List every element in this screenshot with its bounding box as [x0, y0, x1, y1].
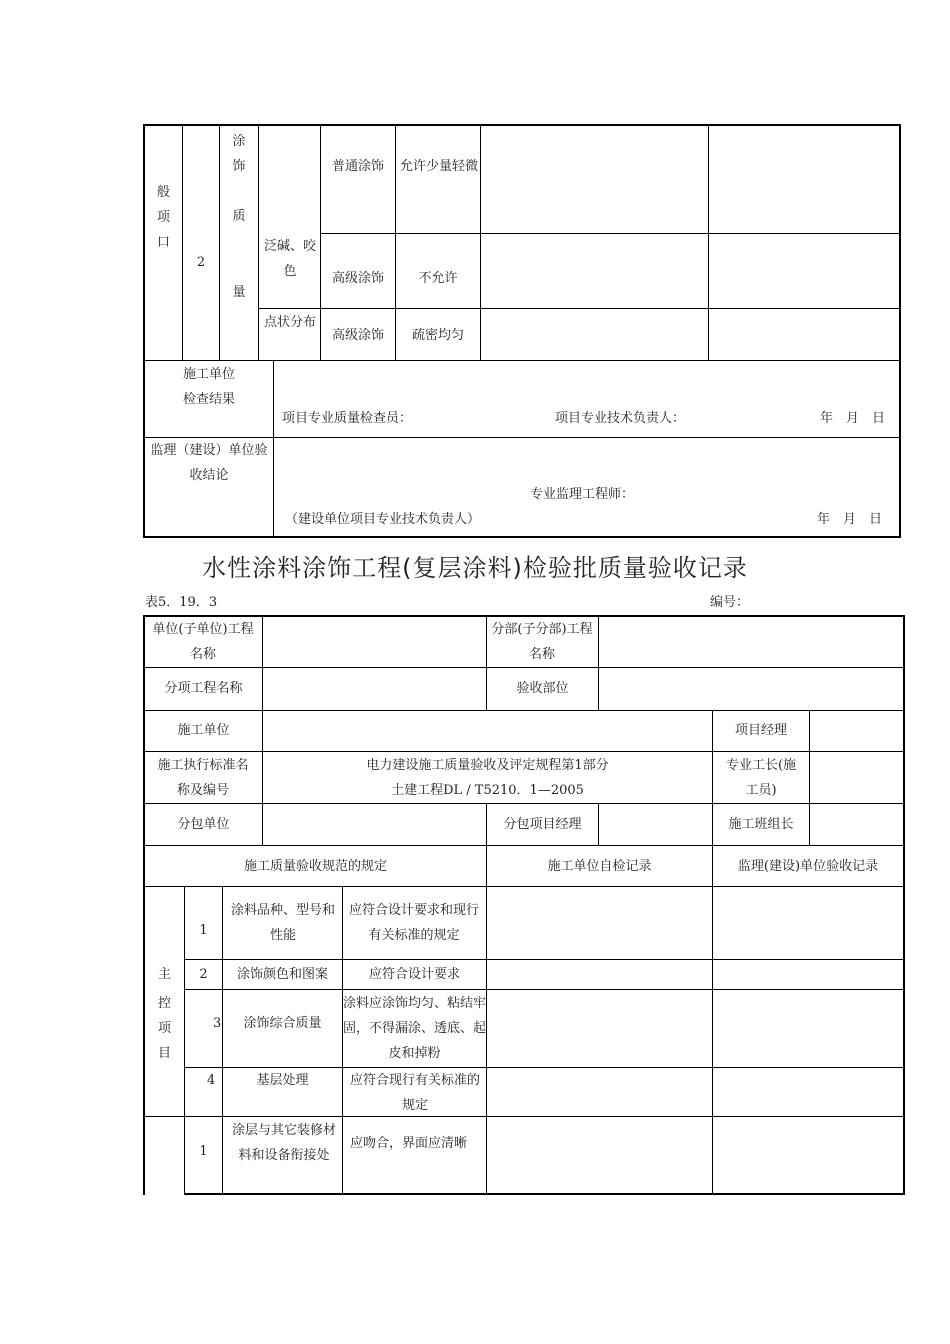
- acceptance-part-label: 验收部位: [516, 681, 569, 696]
- spec-label: 施工质量验收规范的规定: [243, 859, 387, 874]
- row1-type: 普通涂饰: [331, 159, 384, 174]
- row1-req: 允许少量轻微: [400, 159, 479, 174]
- row2-req: 不允许: [418, 271, 458, 286]
- main-char-2: 控: [157, 996, 171, 1011]
- team-leader-label: 施工班组长: [728, 817, 794, 832]
- general-item-1-no: 1: [199, 1144, 208, 1159]
- main-char-1: 主: [157, 967, 171, 982]
- row2-type: 高级涂饰: [331, 271, 384, 286]
- subcontract-manager-label: 分包项目经理: [503, 817, 582, 832]
- section-char-2: 项: [156, 210, 170, 225]
- date-1: 年 月 日: [820, 411, 886, 426]
- section-char-1: 般: [156, 185, 170, 200]
- main-item-3-req: 涂料应涂饰均匀、粘结牢固，不得漏涂、透底、起皮和掉粉: [342, 996, 486, 1061]
- subcontract-unit-label: 分包单位: [177, 817, 230, 832]
- main-item-2-name: 涂饰颜色和图案: [236, 967, 328, 982]
- category-char-4: 量: [232, 285, 246, 300]
- main-item-1-req: 应符合设计要求和现行有关标准的规定: [348, 903, 479, 943]
- owner-lead-label: （建设单位项目专业技术负责人）: [285, 512, 481, 527]
- standard-label: 施工执行标准名称及编号: [157, 758, 249, 798]
- row3-req: 疏密均匀: [411, 328, 464, 343]
- engineer-label: 专业监理工程师：: [530, 487, 635, 502]
- standard-line-1: 电力建设施工质量验收及评定规程第1部分: [366, 758, 609, 773]
- main-item-4-req: 应符合现行有关标准的规定: [349, 1073, 480, 1113]
- main-item-1-no: 1: [199, 923, 208, 938]
- category-char-3: 质: [232, 209, 246, 224]
- construction-unit-label: 施工单位: [177, 723, 230, 738]
- unit-name-label: 单位(子单位)工程名称: [152, 622, 254, 662]
- standard-line-2: 土建工程DL / T5210．1—2005: [391, 783, 584, 798]
- category-char-1: 涂: [232, 134, 246, 149]
- main-item-1-name: 涂料品种、型号和性能: [230, 903, 335, 943]
- supervision-record-label: 监理(建设)单位验收记录: [737, 859, 879, 874]
- sub-item-2: 点状分布: [263, 315, 316, 330]
- check-result-label: 施工单位检查结果: [182, 367, 235, 407]
- general-item-1-name: 涂层与其它装修材料和设备衔接处: [231, 1123, 336, 1163]
- foreman-label: 专业工长(施工员): [725, 758, 797, 798]
- main-item-3-name: 涂饰综合质量: [243, 1016, 322, 1031]
- category-char-2: 饰: [232, 159, 246, 174]
- main-char-4: 目: [157, 1046, 171, 1061]
- project-manager-label: 项目经理: [734, 723, 787, 738]
- main-item-2-no: 2: [199, 967, 208, 982]
- tech-lead-label: 项目专业技术负责人：: [555, 411, 686, 426]
- code-label: 编号：: [710, 595, 750, 610]
- main-char-3: 项: [157, 1021, 171, 1036]
- main-item-2-req: 应符合设计要求: [368, 967, 460, 982]
- table-number: 表5．19．3: [145, 595, 218, 610]
- date-2: 年 月 日: [817, 512, 883, 527]
- main-item-3-no: 3: [213, 1016, 222, 1031]
- sub-item-name-label: 分项工程名称: [164, 681, 243, 696]
- main-item-4-name: 基层处理: [256, 1073, 309, 1088]
- supervision-label: 监理（建设）单位验收结论: [150, 443, 268, 483]
- row3-type: 高级涂饰: [331, 328, 384, 343]
- main-item-4-no: 4: [207, 1073, 216, 1088]
- general-item-1-req: 应吻合，界面应清晰: [350, 1136, 468, 1151]
- document-title: 水性涂料涂饰工程(复层涂料)检验批质量验收记录: [202, 554, 748, 582]
- self-check-label: 施工单位自检记录: [547, 859, 652, 874]
- part-name-label: 分部(子分部)工程名称: [491, 622, 593, 662]
- item-no: 2: [196, 255, 206, 270]
- sub-item-1: 泛碱、咬色: [263, 239, 316, 279]
- inspector-label: 项目专业质量检查员：: [282, 411, 413, 426]
- section-char-3: 口: [156, 235, 170, 250]
